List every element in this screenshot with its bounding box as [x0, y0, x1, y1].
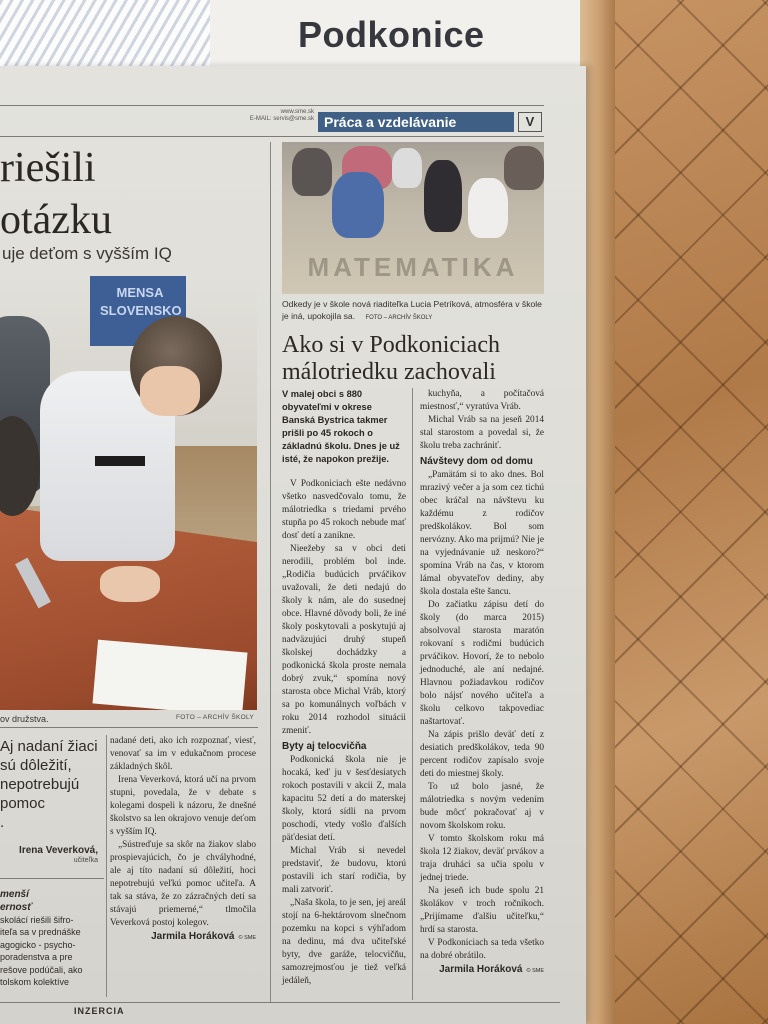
footer-rule: [0, 1002, 560, 1003]
paragraph: Michal Vráb si nevedel predstaviť, že budovu, ktorú postavili ich starí rodičia, by mali zatvoriť.: [282, 846, 406, 895]
paragraph: „Naša škola, to je sen, jej areál stojí na 6-hektárovom slnečnom pozemku na kopci s výhľadom na dedinu, má dva učiteľské byty, dve garáže, telocvičňu, samozrejmosťou je tiež veľká jedáleň,: [282, 898, 406, 986]
box-title-line: menší: [0, 889, 29, 900]
byline: [110, 930, 256, 945]
byline-name: Jarmila Horáková: [439, 964, 523, 975]
right-lead: V malej obci s 880 obyvateľmi v okrese Banská Bystrica takmer prišli po 45 rokoch o základnú školu. Dnes je už isté, že napokon prežije.: [282, 389, 400, 464]
paragraph: V Podkoniciach ešte nedávno všetko nasvedčovalo tomu, že málotriedka s triedami prvého stupňa po 45 rokoch nebude mať dosť detí a zanikne.: [282, 479, 406, 541]
photo-boy-dark: [424, 160, 462, 232]
box-text-line: agogicko - psycho-: [0, 939, 76, 950]
box-text-line: tolskom kolektíve: [0, 977, 70, 988]
right-photo-credit: FOTO – ARCHÍV ŠKOLY: [365, 315, 433, 321]
pull-quote-line: nepotrebujú: [0, 776, 80, 793]
header-contacts: [248, 109, 314, 123]
top-newspaper: [0, 0, 580, 70]
box-title: [0, 888, 104, 914]
pull-quote-line: pomoc: [0, 795, 46, 812]
photo-child: [292, 148, 332, 196]
top-page-title: Podkonice: [298, 14, 485, 55]
box-text-line: poradenstva a pre: [0, 952, 73, 963]
pull-quote: [0, 737, 106, 832]
paragraph: kuchyňa, a počítačová miestnosť,“ vyratúva Vráb.: [420, 389, 544, 412]
header-rule: [0, 105, 544, 106]
photo-boy-blue: [332, 172, 384, 238]
column-divider: [106, 735, 107, 997]
photo-girl-white: [468, 178, 508, 238]
byline-tag: © SME: [526, 968, 544, 974]
column-divider: [412, 388, 413, 1000]
photo-chalk-word: MATEMATIKA: [307, 252, 519, 282]
paragraph: V Podkoniciach sa teda všetko na dobré obrátilo.: [420, 938, 544, 961]
banner-line: SLOVENSKO: [100, 303, 182, 318]
byline: [420, 963, 544, 978]
photo-belt: [95, 456, 145, 466]
paragraph: Do začiatku zápisu detí do školy (do marca 2015) absolvoval starosta maratón rokovaní s rodičmi budúcich prváčikov. Hovorí, že to nebolo jednoduché, ale aní nedajné. Hlavnou požiadavkou rodičov bolo nájsť nového učiteľa a školu celkovo takpovediac naštartovať.: [420, 600, 544, 727]
subheading: Návštevy dom od domu: [420, 456, 533, 467]
right-caption-text: Odkedy je v škole nová riaditeľka Lucia Petríková, atmosféra v škole je iná, upokojila sa.: [282, 299, 542, 321]
box-text: [0, 914, 100, 988]
photo-girl-face: [140, 366, 200, 416]
right-article-column-b: [420, 388, 544, 978]
byline-name: Jarmila Horáková: [151, 931, 235, 942]
photo-banner-text: [100, 284, 180, 320]
paragraph: Michal Vráb sa na jeseň 2014 stal starostom a povedal si, že školu treba zachrániť.: [420, 415, 544, 451]
caption-rule: [0, 727, 258, 728]
footer-label: INZERCIA: [74, 1006, 125, 1016]
column-divider: [270, 142, 271, 1002]
pull-quote-line: sú dôležití,: [0, 757, 72, 774]
photo-hand: [100, 566, 160, 602]
paragraph: Podkonická škola nie je hocaká, keď ju v šesťdesiatych rokoch postavili v akcii Z, mala kapacitu 52 detí a do materskej školy, ktorá sídli na prvom poschodí, vtedy vošlo ďalších päťdesiat detí.: [282, 755, 406, 843]
left-headline-line: otázku: [0, 197, 112, 243]
banner-line: MENSA: [116, 285, 164, 300]
left-headline-line: riešili: [0, 145, 96, 191]
subheading: Byty aj telocvičňa: [282, 741, 367, 752]
box-text-line: skolácí riešili šifro-: [0, 915, 74, 925]
left-article-column: [110, 735, 256, 945]
section-code: V: [518, 112, 542, 132]
right-headline: Ako si v Podkoniciach málotriedku zachovali: [282, 332, 500, 385]
right-caption: [282, 298, 544, 324]
left-subtitle: uje deťom s vyšším IQ: [2, 244, 172, 263]
header-rule-bottom: [0, 136, 544, 137]
parquet-floor: [600, 0, 768, 1024]
pull-quote-role: učiteľka: [73, 857, 98, 864]
photo-paper: [92, 640, 247, 710]
pull-quote-line: .: [0, 814, 5, 831]
pull-quote-line: Aj nadaní žiaci: [0, 738, 98, 755]
paragraph: nadané deti, ako ich rozpoznať, viesť, venovať sa im v edukačnom procese základných škôl.: [110, 736, 256, 772]
photo-child: [504, 146, 544, 190]
left-photo-credit: FOTO – ARCHÍV ŠKOLY: [176, 714, 255, 721]
box-title-line: ernosť: [0, 902, 33, 913]
paragraph: Na jeseň ich bude spolu 21 školákov v troch ročníkoch. „Prijímame ďalšiu učiteľku,“ hrdí sa starosta.: [420, 886, 544, 935]
box-rule: [0, 878, 104, 879]
byline-tag: © SME: [238, 935, 256, 941]
left-caption: ov družstva.: [0, 714, 49, 724]
photo-child: [392, 148, 422, 188]
left-photo: [0, 276, 257, 710]
section-label: Práca a vzdelávanie: [318, 112, 514, 132]
right-photo: [282, 142, 544, 294]
map-graphic: [0, 0, 210, 66]
paragraph: Nieežeby sa v obci deti nerodili, problém bol inde. „Rodičia budúcich prváčikov uvažovali, že deti nedajú do školy k nám, ale do susednej obce. Hlavné dôvody boli, že iné školy poskytovali a poskytujú aj nadväzujúci druhý stupeň školskej dochádzky a podkonická škola proste nemala dobrý zvuk,“ spomína nový starosta obce Michal Vráb, ktorý sa po komunálnych voľbách v roku 2014 rozhodol situácii zmeniť.: [282, 544, 406, 736]
left-headline: [0, 142, 112, 246]
pull-quote-author: Irena Veverková,: [19, 845, 98, 856]
right-article-column-a: [282, 478, 406, 988]
paragraph: To už bolo jasné, že málotriedka s novým vedením bude môcť pokračovať aj v novom školskom roku.: [420, 782, 544, 831]
paragraph: „Sústreďuje sa skôr na žiakov slabo prospievajúcich, čo je chvályhodné, ale aj títo nadaní sú dôležití, hoci nepotrebujú veľkú pomoc učiteľa. A tak sa stáva, že zo zázračných detí sa stávajú priemerné,“ tlmočila Veverková postoj kolegov.: [110, 840, 256, 928]
box-text-line: rešove podúčali, ako: [0, 964, 83, 975]
paragraph: V tomto školskom roku má škola 12 žiakov, deväť prvákov a traja druháci sa učia spolu v jednej triede.: [420, 834, 544, 883]
header-email: E-MAIL: servis@sme.sk: [249, 116, 314, 122]
header-web: www.sme.sk: [280, 109, 314, 115]
paragraph: Irena Veverková, ktorá učí na prvom stupni, povedala, že v debate s kolegami dospeli k názoru, že dnešné školstvo sa len okrajovo venuje deťom s vyšším IQ.: [110, 775, 256, 837]
paragraph: Na zápis prišlo deväť detí z desiatich predškolákov, teda 90 percent rodičov zapísalo svoje deti do miestnej školy.: [420, 730, 544, 779]
paragraph: „Pamätám si to ako dnes. Bol mrazivý večer a ja som cez tichú obec kráčal na návštevu ku každému z rodičov predškolákov. Bol som nervózny. Ako ma prijmú? Nie je na vyjednávanie už neskoro?“ spomína Vráb na čas, v ktorom lámal obyvateľov dediny, aby škola dostala ešte šancu.: [420, 470, 544, 597]
box-text-line: iteľa sa v prednáške: [0, 927, 81, 938]
